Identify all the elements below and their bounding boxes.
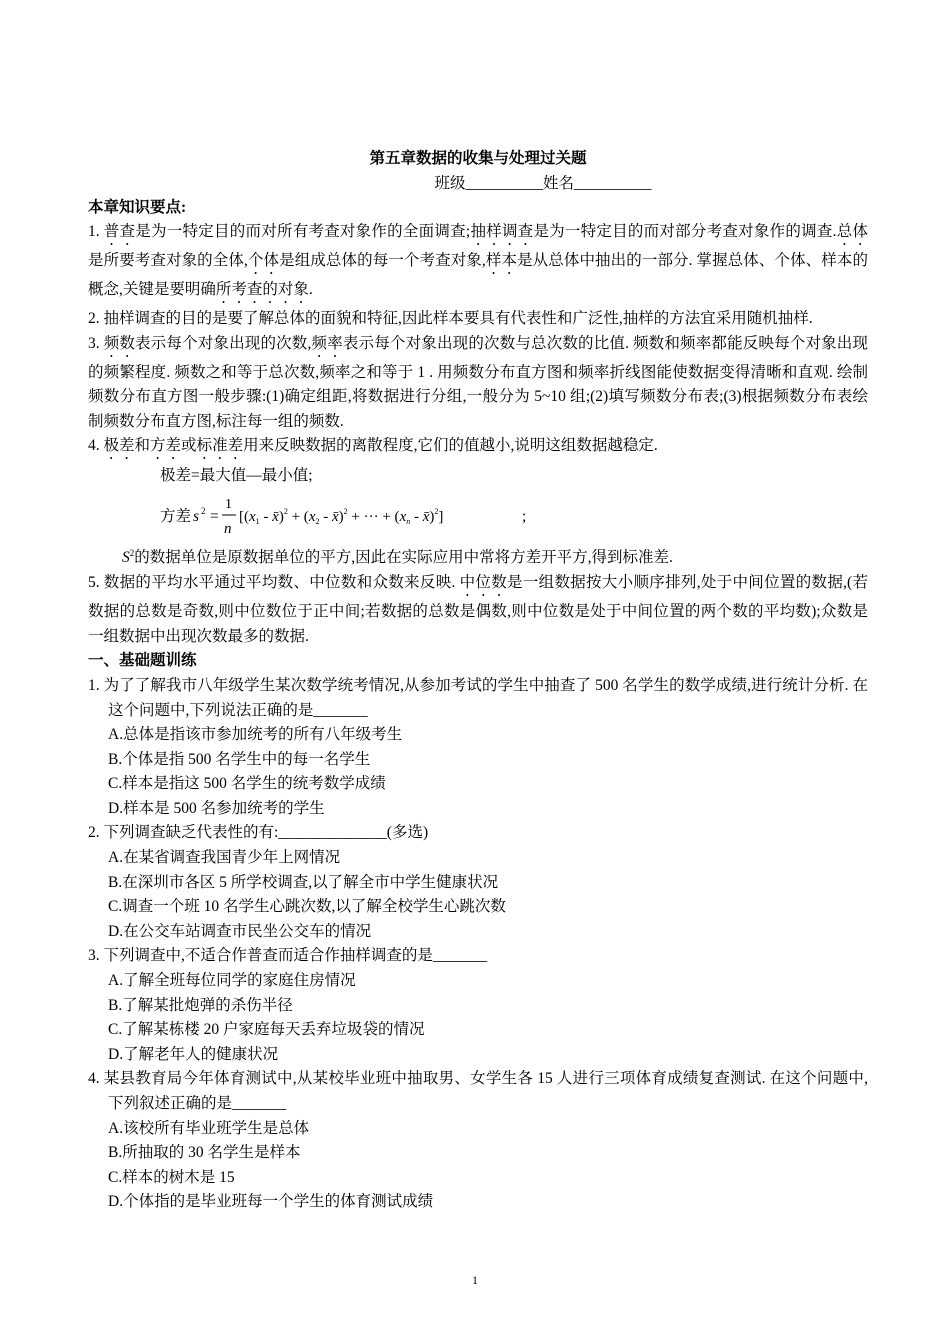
text-run: 是一组数据按大小顺序排列,处于中间位置的数据,(若数据的总数是奇数,则中位数位于正中间;若数据的总数是偶数,则中位数是处于中间位置的两个数的平均数);众数是一组数据中出现次数最多的数据. <box>88 574 868 645</box>
question-option: B.所抽取的 30 名学生是样本 <box>108 1144 301 1162</box>
emphasized-term: 方差 <box>150 437 182 455</box>
formula-s-exp: 2 <box>201 506 206 517</box>
formula-s: s <box>193 508 200 526</box>
point-1 <box>88 220 868 307</box>
text-run: 是从总体中抽出的一部分. 掌握总体、个体、样本的概念,关键是要明确 <box>88 252 868 298</box>
emphasized-term: 极差 <box>103 437 135 455</box>
emphasized-term: 总体 <box>836 223 868 240</box>
formula-semicolon: ; <box>522 508 527 526</box>
formula-frac-num: 1 <box>225 497 232 513</box>
range-formula: 极差=最大值—最小值; <box>160 467 313 485</box>
emphasized-term: 样本 <box>485 252 518 269</box>
variance-formula <box>88 489 868 541</box>
emphasized-term: 抽样调查 <box>470 223 534 240</box>
text-run: 是所要考查对象的全体, <box>88 252 248 269</box>
text-run: . <box>308 281 313 298</box>
question-option: D.样本是 500 名参加统考的学生 <box>108 799 325 817</box>
formula-equals: = <box>210 508 219 526</box>
document-page <box>88 146 868 1215</box>
section-heading-points: 本章知识要点: <box>88 199 187 216</box>
question-option: B.在深圳市各区 5 所学校调查,以了解全市中学生健康状况 <box>108 873 499 891</box>
question-list <box>88 674 868 1215</box>
page-number: 1 <box>472 1273 478 1287</box>
section-heading-basic: 一、基础题训练 <box>88 652 197 670</box>
question-option: A.在某省调查我国青少年上网情况 <box>108 849 341 867</box>
s2-exp: 2 <box>129 548 135 559</box>
s2-symbol: S <box>122 549 130 567</box>
s2-note <box>88 541 868 571</box>
question-stem: 2. 下列调查缺乏代表性的有:______________(多选) <box>88 824 429 842</box>
point-2: 2. 抽样调查的目的是要了解总体的面貌和特征,因此样本要具有代表性和广泛性,抽样的方法宜采用随机抽样. <box>88 310 813 327</box>
emphasized-term: 所考查的对象 <box>215 281 309 298</box>
emphasized-term: 标准差 <box>196 437 244 455</box>
text-run: 3. <box>88 334 104 352</box>
text-run: 是组成总体的每一个考查对象, <box>279 252 486 269</box>
document-title: 第五章数据的收集与处理过关题 <box>369 150 587 167</box>
question-option: B.个体是指 500 名学生中的每一名学生 <box>108 750 371 768</box>
class-name-line: 班级__________姓名__________ <box>434 175 652 192</box>
question-option: A.总体是指该市参加统考的所有八年级考生 <box>108 726 403 744</box>
emphasized-term: 频率 <box>311 334 343 352</box>
question-option: C.了解某栋楼 20 户家庭每天丢弃垃圾袋的情况 <box>108 1021 425 1039</box>
text-run: 和 <box>134 437 151 455</box>
question-option: D.个体指的是毕业班每一个学生的体育测试成绩 <box>108 1193 434 1211</box>
emphasized-term: 普查 <box>103 223 136 240</box>
question-option: C.样本的树木是 15 <box>108 1168 235 1186</box>
s2-note-text: 的数据单位是原数据单位的平方,因此在实际应用中常将方差开平方,得到标准差. <box>134 549 673 567</box>
text-run: 5. 数据的平均水平通过平均数、中位数和众数来反映. <box>88 574 460 592</box>
variance-formula-svg <box>160 489 560 541</box>
text-run: 或 <box>181 437 197 455</box>
point-4 <box>88 434 868 463</box>
question-option: B.了解某批炮弹的杀伤半径 <box>108 996 293 1014</box>
question-option: C.样本是指这 500 名学生的统考数学成绩 <box>108 775 386 793</box>
text-run: 1. <box>88 223 104 240</box>
formula-body: [($x_1$ - x̄)$^2$ + ($x_2$ - x̄)$^2$ + ··· + ($x_n$ - x̄)$^2$] <box>239 507 444 527</box>
emphasized-term: 个体 <box>247 252 280 269</box>
text-run: 表示每个对象出现的次数与总次数的比值. 频数和频率都能反映每个对象出现的频繁程度. 频数之和等于总次数,频率之和等于 1 . 用频数分布直方图和频率折线图能使数据变得清晰和直观. 绘制频数分布直方图一般步骤:(1)确定组距,将数据进行分组,一般分为 5~10 组;(2)填写频数分布表;(3)根据频数分布表绘制频数分布直方图,标注每一组的频数. <box>88 334 868 430</box>
question-option: D.了解老年人的健康状况 <box>108 1045 279 1063</box>
question-option: A.该校所有毕业班学生是总体 <box>108 1119 310 1137</box>
question-stem: 1. 为了了解我市八年级学生某次数学统考情况,从参加考试的学生中抽查了 500 名学生的数学成绩,进行统计分析. 在这个问题中,下列说法正确的是_______ <box>88 676 868 719</box>
question-stem: 3. 下列调查中,不适合作普查而适合作抽样调查的是_______ <box>88 947 488 965</box>
text-run: 4. <box>88 437 104 455</box>
formula-frac-den: n <box>224 521 232 538</box>
question-option: A.了解全班每位同学的家庭住房情况 <box>108 972 356 990</box>
question-option: C.调查一个班 10 名学生心跳次数,以了解全校学生心跳次数 <box>108 898 506 916</box>
emphasized-term: 频数 <box>103 334 136 352</box>
point-5 <box>88 571 868 649</box>
variance-label: 方差 <box>160 508 192 526</box>
text-run: 表示每个对象出现的次数, <box>135 334 312 352</box>
text-run: 是为一特定目的而对所有考查对象作的全面调查; <box>135 223 471 240</box>
question-option: D.在公交车站调查市民坐公交车的情况 <box>108 922 372 940</box>
text-run: 用来反映数据的离散程度,它们的值越小,说明这组数据越稳定. <box>243 437 658 455</box>
question-stem: 4. 某县教育局今年体育测试中,从某校毕业班中抽取男、女学生各 15 人进行三项体育成绩复查测试. 在这个问题中,下列叙述正确的是_______ <box>88 1070 868 1112</box>
emphasized-term: 中位数 <box>459 574 508 592</box>
text-run: 是为一特定目的而对部分考查对象作的调查. <box>533 223 837 240</box>
point-3 <box>88 332 868 435</box>
